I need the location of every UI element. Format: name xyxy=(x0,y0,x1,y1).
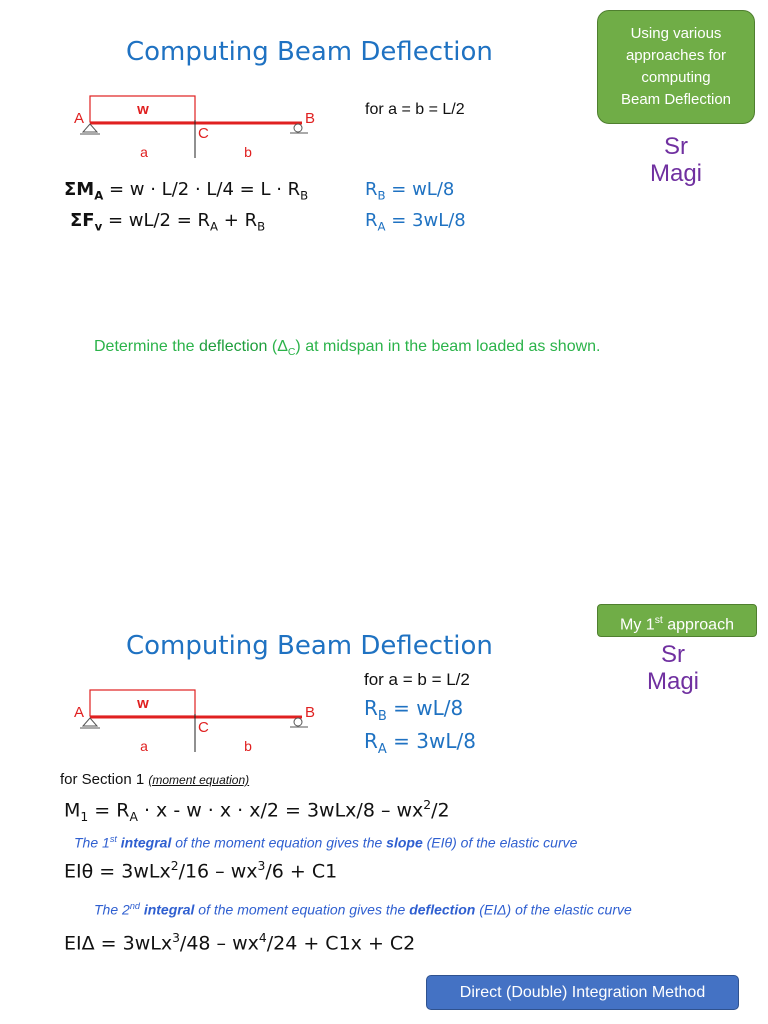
support-a-label: A xyxy=(74,704,85,721)
author-name xyxy=(627,641,719,695)
author-last: Magi xyxy=(646,668,700,695)
support-a-label: A xyxy=(74,110,85,127)
support-b-label: B xyxy=(305,704,316,721)
beam-diagram xyxy=(70,686,330,761)
author-first: Sr xyxy=(664,133,688,160)
moment-equation: $\Sigma M_A = w \cdot L/2 \cdot L/4 = L \cdot R_B$ xyxy=(64,179,309,203)
callout-line: approaches for xyxy=(625,47,727,64)
reaction-rb: $R_B = wL/8$ xyxy=(364,696,464,724)
deflection-equation: $EI\Delta = 3wLx^3/48 - wx^4/24 + C1x + C2$ xyxy=(64,931,416,955)
author-first: Sr xyxy=(661,641,685,668)
force-equation: $\Sigma F_v = wL/2 = R_A + R_B$ xyxy=(70,210,266,234)
slide1-title: Computing Beam Deflection xyxy=(126,37,493,67)
midpoint-label: C xyxy=(198,125,209,142)
load-label: w xyxy=(137,101,149,118)
pin-support-icon xyxy=(83,718,97,726)
callout-line: Beam Deflection xyxy=(620,91,732,108)
segment-a-label: a xyxy=(140,144,148,160)
author-last: Magi xyxy=(649,160,703,187)
slope-equation: $EI\theta = 3wLx^2/16 - wx^3/6 + C1$ xyxy=(64,859,338,883)
author-name xyxy=(630,133,722,187)
reaction-ra: $R_A = 3wL/8$ xyxy=(365,210,466,234)
reaction-ra: $R_A = 3wL/8$ xyxy=(364,729,476,757)
slide2-title: Computing Beam Deflection xyxy=(126,631,493,661)
section-label: for Section 1 (moment equation) xyxy=(60,771,250,788)
support-b-label: B xyxy=(305,110,316,127)
roller-support-icon xyxy=(294,718,302,726)
condition-text: for a = b = L/2 xyxy=(365,101,465,118)
deflection-note: The 2nd integral of the moment equation gives the deflection (EIΔ) of the elastic curve xyxy=(94,901,632,918)
segment-b-label: b xyxy=(244,738,252,754)
reaction-rb: $R_B = wL/8$ xyxy=(365,179,455,203)
callout-line: Using various xyxy=(630,25,722,42)
roller-support-icon xyxy=(294,124,302,132)
load-label: w xyxy=(137,695,149,712)
slope-note: The 1st integral of the moment equation gives the slope (EIθ) of the elastic curve xyxy=(74,834,578,851)
condition-text: for a = b = L/2 xyxy=(364,670,470,689)
midpoint-label: C xyxy=(198,719,209,736)
segment-a-label: a xyxy=(140,738,148,754)
moment-equation: $M_1 = R_A \cdot x - w \cdot x \cdot x/2 = 3wLx/8 - wx^2/2$ xyxy=(64,798,450,825)
pin-support-icon xyxy=(83,124,97,132)
problem-statement: Determine the deflection $(\Delta_C)$ at midspan in the beam loaded as shown. xyxy=(94,338,601,359)
method-label: Direct (Double) Integration Method xyxy=(426,975,739,1010)
approaches-callout xyxy=(597,10,755,124)
approach-badge: My 1st approach xyxy=(597,604,757,637)
segment-b-label: b xyxy=(244,144,252,160)
callout-line: computing xyxy=(641,69,711,86)
beam-diagram xyxy=(70,92,330,167)
